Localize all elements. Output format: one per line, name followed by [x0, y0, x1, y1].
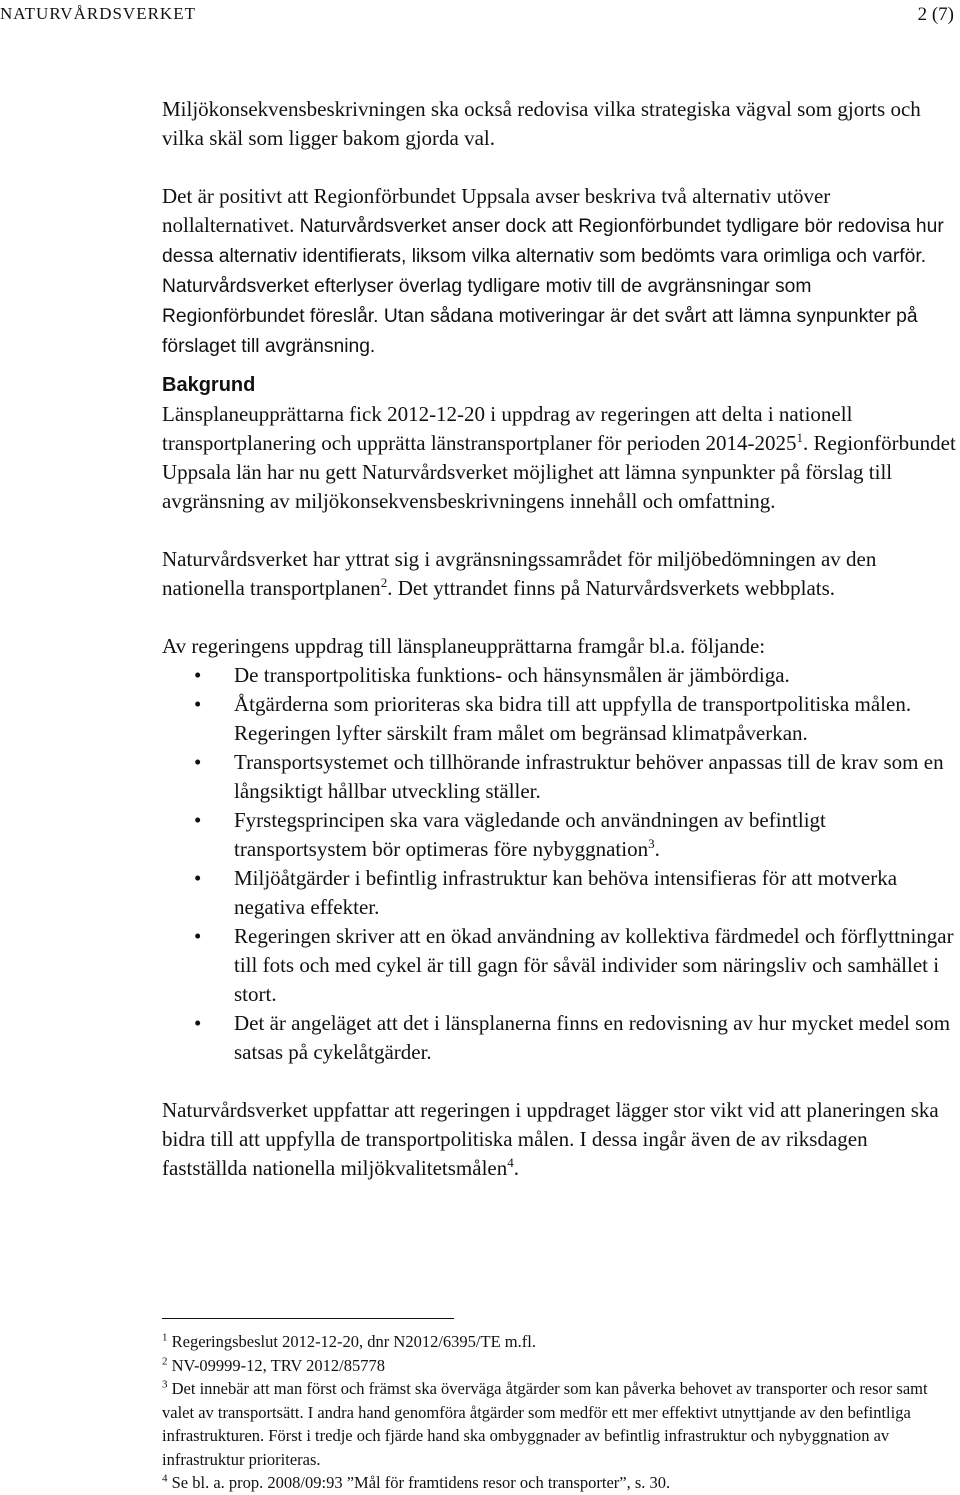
- list-item: [160, 806, 957, 864]
- footnote-number: 1: [162, 1331, 168, 1344]
- closing-paragraph: [162, 1096, 957, 1183]
- footnote-2: [162, 1354, 957, 1378]
- footnote-ref-1[interactable]: 1: [796, 430, 803, 445]
- footnote-text: Det innebär att man först och främst ska överväga åtgärder som kan påverka behovet av transporter och resor samt valet av transportsätt. I andra hand genomföra åtgärder som medför ett mer effektivt utnyttjande av den befintliga infrastrukturen. Först i tredje och fjärde hand ska ombyggnader av befintlig infrastruktur och nybyggnation av infrastruktur prioriteras.: [162, 1379, 928, 1469]
- footnote-text: Se bl. a. prop. 2008/09:93 ”Mål för framtidens resor och transporter”, s. 30.: [167, 1473, 671, 1492]
- footnote-text: NV-09999-12, TRV 2012/85778: [167, 1355, 385, 1375]
- footnote-ref-3[interactable]: 3: [648, 836, 655, 851]
- list-item-text: Fyrstegsprincipen ska vara vägledande och användningen av befintligt transportsystem bör optimeras före nybyggnation: [234, 808, 826, 861]
- intro-paragraph: Miljökonsekvensbeskrivningen ska också redovisa vilka strategiska vägval som gjorts och vilka skäl som ligger bakom gjorda val.: [162, 97, 921, 150]
- list-item: • Miljöåtgärder i befintlig infrastruktur kan behöva intensifieras för att motverka negativa effekter.: [160, 864, 957, 922]
- mandate-lead: Av regeringens uppdrag till länsplaneupprättarna framgår bl.a. följande:: [162, 634, 766, 658]
- page-number: 2 (7): [917, 4, 954, 25]
- list-item-end: .: [654, 837, 660, 861]
- footnote-number: 3: [162, 1378, 168, 1391]
- footnote-ref-2[interactable]: 2: [380, 575, 388, 590]
- footnote-text: Regeringsbeslut 2012-12-20, dnr N2012/6395/TE m.fl.: [167, 1332, 536, 1351]
- mandate-list: [162, 661, 957, 1067]
- footnote-4: [162, 1471, 957, 1495]
- background-p2-text-cont: . Det yttrandet finns på Naturvårdsverkets webbplats.: [387, 576, 836, 600]
- list-item: • Det är angeläget att det i länsplanerna finns en redovisning av hur mycket medel som satsas på cykelåtgärder.: [160, 1009, 957, 1067]
- alternatives-paragraph: [162, 182, 957, 361]
- footnotes: [162, 1330, 957, 1495]
- section-heading-bakgrund: Bakgrund: [162, 374, 256, 396]
- page-header: [0, 2, 960, 28]
- list-item: • Regeringen skriver att en ökad användning av kollektiva färdmedel och förflyttningar till fots och med cykel är till gagn för såväl individer som näringsliv och samhället i stort.: [160, 922, 957, 1009]
- footnote-divider: [162, 1318, 454, 1319]
- footnote-ref-4[interactable]: 4: [507, 1155, 514, 1170]
- footnote-number: 2: [162, 1355, 168, 1367]
- footnote-number: 4: [162, 1472, 168, 1485]
- alternatives-serif-text: Det är positivt att Regionförbundet Uppsala avser beskriva två alternativ utöver nollalternativet.: [162, 184, 831, 237]
- header-org: NATURVÅRDSVERKET: [0, 4, 196, 23]
- alternatives-sans-text: Naturvårdsverket anser dock att Regionförbundet tydligare bör redovisa hur dessa alternativ identifierats, liksom vilka alternativ som bedömts vara orimliga och varför. Naturvårdsverket efterlyser överlag tydligare motiv till de avgränsningar som Regionförbundet föreslår. Utan sådana motiveringar är det svårt att lämna synpunkter på förslaget till avgränsning.: [162, 216, 944, 357]
- list-item: • Åtgärderna som prioriteras ska bidra till att uppfylla de transportpolitiska målen. Regeringen lyfter särskilt fram målet om begränsad klimatpåverkan.: [160, 690, 957, 748]
- closing-text: Naturvårdsverket uppfattar att regeringen i uppdraget lägger stor vikt vid att planeringen ska bidra till att uppfylla de transportpolitiska målen. I dessa ingår även de av riksdagen fastställda nationella miljökvalitetsmålen: [162, 1098, 939, 1180]
- background-p2-text: Naturvårdsverket har yttrat sig i avgränsningssamrådet för miljöbedömningen av den nationella transportplanen: [162, 547, 877, 600]
- closing-text-end: .: [513, 1156, 519, 1180]
- footnote-1: [162, 1330, 957, 1354]
- document-body: [162, 95, 957, 1183]
- background-p1-text: Länsplaneupprättarna fick 2012-12-20 i uppdrag av regeringen att delta i nationell transportplanering och upprätta länstransportplaner för perioden 2014-2025: [162, 402, 853, 455]
- background-p1-text-cont: . Regionförbundet Uppsala län har nu gett Naturvårdsverket möjlighet att lämna synpunkter på förslag till avgränsning av miljökonsekvensbeskrivningens innehåll och omfattning.: [162, 431, 956, 513]
- list-item: • De transportpolitiska funktions- och hänsynsmålen är jämbördiga.: [160, 661, 957, 690]
- background-paragraph-2: [162, 545, 957, 603]
- footnote-3: [162, 1377, 957, 1471]
- list-item: • Transportsystemet och tillhörande infrastruktur behöver anpassas till de krav som en långsiktigt hållbar utveckling ställer.: [160, 748, 957, 806]
- background-paragraph-1: [162, 400, 957, 516]
